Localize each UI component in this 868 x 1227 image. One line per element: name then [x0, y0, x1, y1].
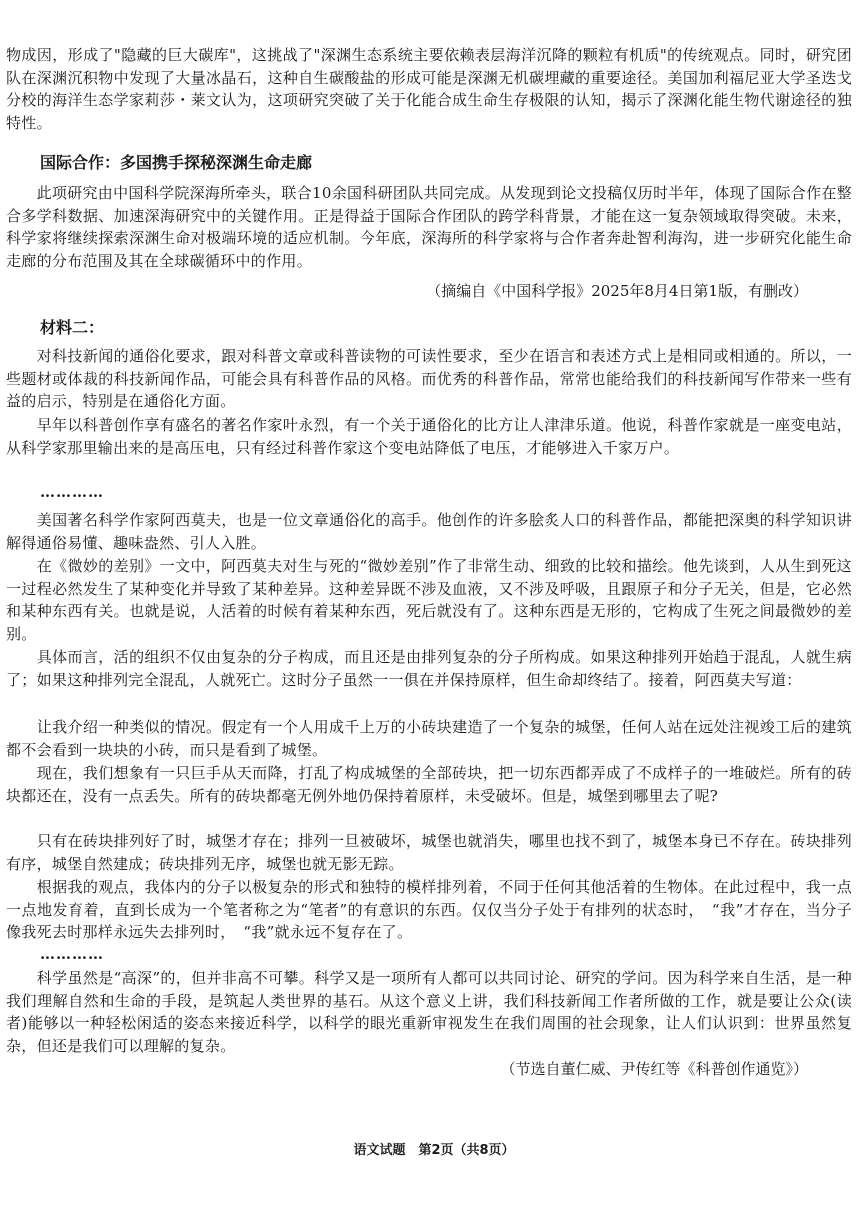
page-footer: 语文试题 第2页（共8页） [353, 1143, 515, 1158]
paragraph-carbon-sink: 物成因，形成了"隐藏的巨大碳库"，这挑战了"深渊生态系统主要依赖表层海洋沉降的颗粒有机质"的传统观点。同时，研究团队在深渊沉积物中发现了大量冰晶石，这种自生碳酸盐的形成可能是深渊无机碳埋藏的重要途径。美国加利福尼亚大学圣迭戈分校的海洋生态学家莉莎・莱文认为，这项研究突破了关于化能合成生命生存极限的认知，揭示了深渊化能生物代谢途径的独特性。 [6, 46, 852, 132]
ellipsis-divider-1: ………… [40, 483, 104, 501]
paragraph-molecule-arrangement: 具体而言，活的组织不仅由复杂的分子构成，而且还是由排列复杂的分子所构成。如果这种排列开始趋于混乱，人就生病了；如果这种排列完全混乱，人就死亡。这时分子虽然一一俱在并保持原样，但生命却终结了。接着，阿西莫夫写道： [6, 648, 852, 689]
paragraph-giant-hand: 现在，我们想象有一只巨手从天而降，打乱了构成城堡的全部砖块，把一切东西都弄成了不成样子的一堆破烂。所有的砖块都还在，没有一点丢失。所有的砖块都毫无例外地仍保持着原样，未受破坏。但是，城堡到哪里去了呢? [6, 764, 852, 805]
ellipsis-divider-2: ………… [40, 945, 104, 963]
source-citation-1: （摘编自《中国科学报》2025年8月4日第1版，有删改） [426, 282, 808, 300]
section-heading-international-cooperation: 国际合作：多国携手探秘深渊生命走廊 [40, 153, 313, 172]
paragraph-my-view: 根据我的观点，我体内的分子以极复杂的形式和独特的模样排列着，不同于任何其他活着的生物体。在此过程中，我一点一点地发育着，直到长成为一个笔者称之为“笔者”的有意识的东西。仅仅当分子处于有排列的状态时， “我”才存在，当分子像我死去时那样永远失去排列时， “我”就永远不复存在了。 [6, 878, 852, 941]
paragraph-subtle-difference: 在《微妙的差别》一文中，阿西莫夫对生与死的“微妙差别”作了非常生动、细致的比较和描绘。他先谈到，人从生到死这一过程必然发生了某种变化并导致了某种差异。这种差异既不涉及血液，又不涉及呼吸，且跟原子和分子无关，但是，它必然和某种东西有关。也就是说，人活着的时候有着某种东西，死后就没有了。这种东西是无形的，它构成了生死之间最微妙的差别。 [6, 557, 852, 643]
paragraph-cooperation: 此项研究由中国科学院深海所牵头，联合10余国科研团队共同完成。从发现到论文投稿仅历时半年，体现了国际合作在整合多学科数据、加速深海研究中的关键作用。正是得益于国际合作团队的跨学科背景，才能在这一复杂领域取得突破。未来，科学家将继续探索深渊生命对极端环境的适应机制。今年底，深海所的科学家将与合作者奔赴智利海沟，进一步研究化能生命走廊的分布范围及其在全球碳循环中的作用。 [6, 184, 852, 270]
paragraph-science-conclusion: 科学虽然是“高深”的，但并非高不可攀。科学又是一项所有人都可以共同讨论、研究的学问。因为科学来自生活，是一种我们理解自然和生命的手段，是筑起人类世界的基石。从这个意义上讲，我们科技新闻工作者所做的工作，就是要让公众(读者)能够以一种轻松闲适的姿态来接近科学，以科学的眼光重新审视发生在我们周围的社会现象，让人们认识到：世界虽然复杂，但还是我们可以理解的复杂。 [6, 969, 852, 1055]
source-citation-2: （节选自董仁威、尹传红等《科普创作通览》） [500, 1060, 808, 1078]
paragraph-castle-analogy: 让我介绍一种类似的情况。假定有一个人用成千上万的小砖块建造了一个复杂的城堡，任何人站在远处注视竣工后的建筑都不会看到一块块的小砖，而只是看到了城堡。 [6, 718, 852, 759]
paragraph-asimov-intro: 美国著名科学作家阿西莫夫，也是一位文章通俗化的高手。他创作的许多脍炙人口的科普作品，都能把深奥的科学知识讲解得通俗易懂、趣味盎然、引人入胜。 [6, 511, 852, 552]
paragraph-popularization: 对科技新闻的通俗化要求，跟对科普文章或科普读物的可读性要求，至少在语言和表述方式上是相同或相通的。所以，一些题材或体裁的科技新闻作品，可能会具有科普作品的风格。而优秀的科普作品，常常也能给我们的科技新闻写作带来一些有益的启示，特别是在通俗化方面。 [6, 347, 852, 410]
paragraph-ye-yonglie: 早年以科普创作享有盛名的著名作家叶永烈，有一个关于通俗化的比方让人津津乐道。他说，科普作家就是一座变电站，从科学家那里输出来的是高压电，只有经过科普作家这个变电站降低了电压，才能够进入千家万户。 [6, 416, 852, 457]
material-two-heading: 材料二： [40, 318, 105, 337]
paragraph-brick-order: 只有在砖块排列好了时，城堡才存在；排列一旦被破坏，城堡也就消失，哪里也找不到了，城堡本身已不存在。砖块排列有序，城堡自然建成；砖块排列无序，城堡也就无影无踪。 [6, 832, 852, 873]
